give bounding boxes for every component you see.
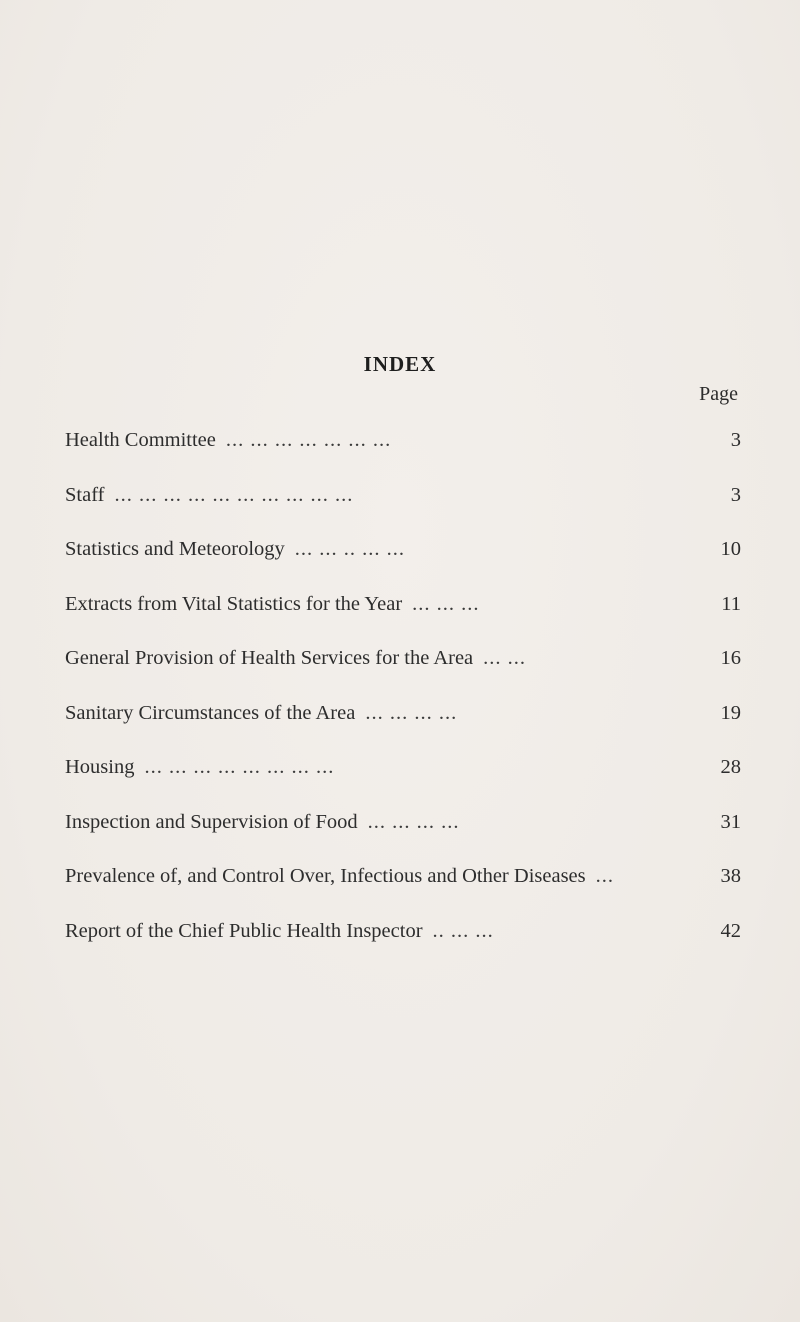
- entry-label: Housing: [65, 756, 135, 778]
- dot-leader: ... ...: [483, 647, 527, 669]
- index-entry-sanitary-circumstances: [65, 702, 741, 757]
- entry-page-number: 3: [730, 429, 741, 451]
- dot-leader: ... ... ... ...: [367, 810, 460, 833]
- entry-page-number: 28: [720, 756, 741, 778]
- entry-page-number: 31: [720, 810, 741, 833]
- dot-leader: ... ... .. ... ...: [294, 538, 406, 560]
- entry-page-number: 11: [721, 592, 741, 615]
- dot-leader: ...: [595, 865, 614, 887]
- entry-label: Staff: [65, 483, 105, 506]
- index-entry-public-health-inspector: [65, 920, 741, 975]
- dot-leader: .. ... ...: [432, 919, 494, 942]
- entry-label: Sanitary Circumstances of the Area: [65, 701, 356, 724]
- entry-page-number: 3: [730, 483, 741, 506]
- entry-label: Prevalence of, and Control Over, Infectious and Other Diseases: [65, 865, 586, 887]
- entry-label: General Provision of Health Services for the Area: [65, 647, 474, 669]
- entry-page-number: 10: [720, 538, 741, 560]
- index-list: [65, 429, 741, 974]
- entry-label: Health Committee: [65, 429, 216, 451]
- page-column-heading: Page: [699, 383, 738, 405]
- entry-label: Statistics and Meteorology: [65, 538, 285, 560]
- entry-label: Inspection and Supervision of Food: [65, 810, 358, 833]
- entry-page-number: 19: [720, 701, 741, 724]
- index-entry-statistics-meteorology: [65, 538, 741, 593]
- dot-leader: ... ... ... ...: [365, 701, 458, 724]
- index-entry-health-committee: [65, 429, 741, 484]
- index-entry-infectious-diseases: [65, 865, 741, 920]
- entry-page-number: 42: [720, 919, 741, 942]
- dot-leader: ... ... ... ... ... ... ... ...: [144, 756, 335, 778]
- entry-page-number: 16: [720, 647, 741, 669]
- index-entry-food-inspection: [65, 811, 741, 866]
- dot-leader: ... ... ... ... ... ... ... ... ... ...: [114, 483, 354, 506]
- index-title: INDEX: [363, 352, 437, 376]
- index-entry-vital-statistics: [65, 593, 741, 648]
- entry-label: Extracts from Vital Statistics for the Year: [65, 592, 403, 615]
- index-entry-staff: [65, 484, 741, 539]
- dot-leader: ... ... ... ... ... ... ...: [225, 429, 392, 451]
- entry-label: Report of the Chief Public Health Inspector: [65, 919, 423, 942]
- entry-page-number: 38: [720, 865, 741, 887]
- index-entry-housing: [65, 756, 741, 811]
- index-entry-health-services: [65, 647, 741, 702]
- dot-leader: ... ... ...: [412, 592, 480, 615]
